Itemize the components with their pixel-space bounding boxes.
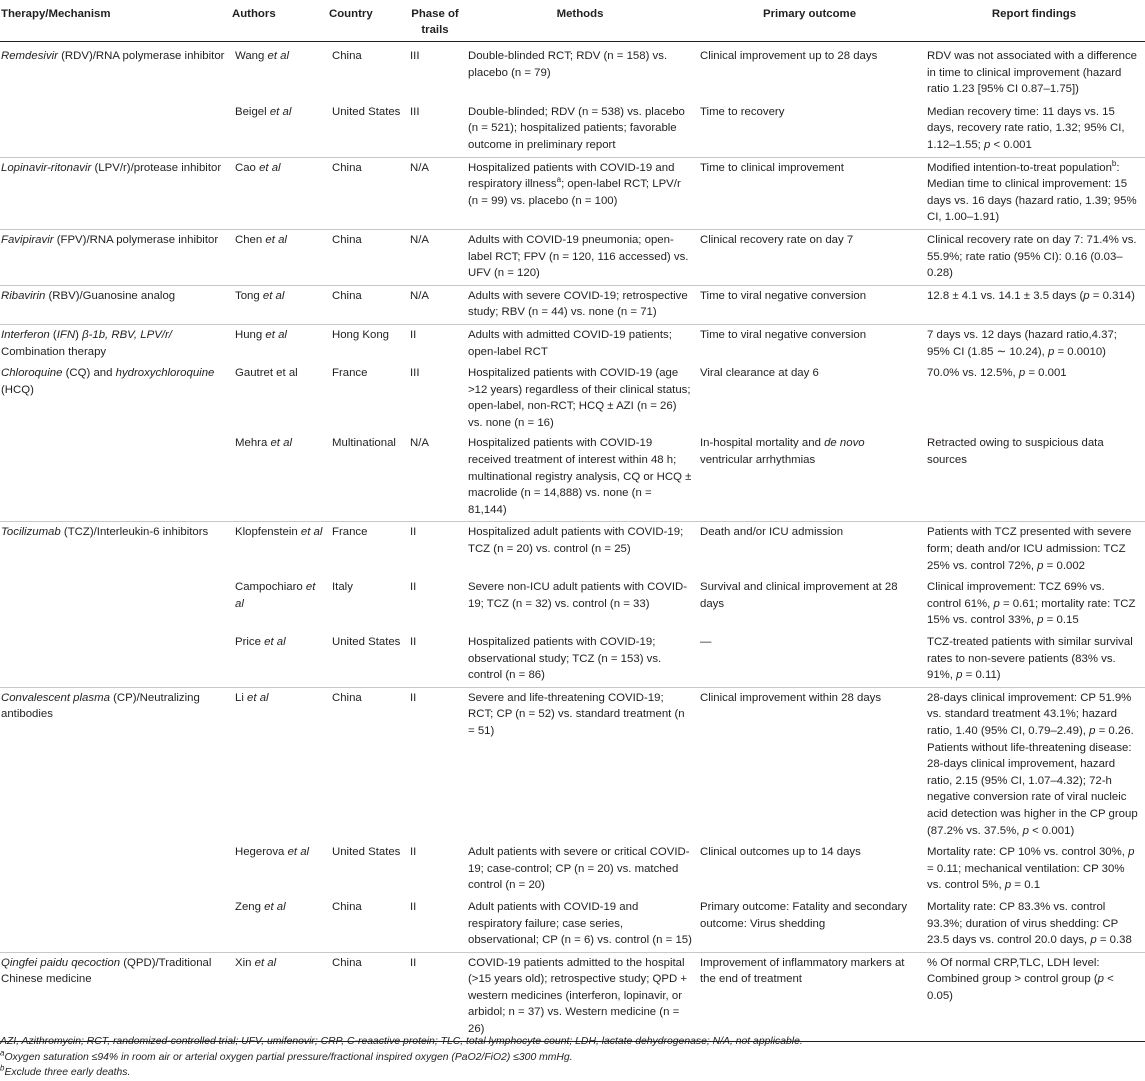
cell-methods: Adult patients with COVID-19 and respiratory failure; case series, observational; CP (n = 6) vs. control (n = 15) [464, 897, 696, 952]
cell-therapy: Lopinavir-ritonavir (LPV/r)/protease inhibitor [0, 157, 231, 229]
cell-authors: Price et al [231, 632, 328, 687]
cell-authors: Gautret et al [235, 367, 298, 380]
cell-primary-outcome: Survival and clinical improvement at 28 days [700, 581, 898, 610]
cell-methods: Hospitalized adult patients with COVID-19; TCZ (n = 20) vs. control (n = 25) [468, 526, 684, 556]
cell-methods: Hospitalized patients with COVID-19 (age >12 years) regardless of their clinical status; open-label, non-RCT; HCQ ± AZI (n = 26) vs. none (n = 16) [468, 367, 691, 429]
cell-therapy: Convalescent plasma (CP)/Neutralizing antibodies [1, 691, 200, 721]
cell-report-findings: % Of normal CRP,TLC, LDH level: Combined group > control group (p < 0.05) [923, 952, 1145, 1041]
cell-phase: II [410, 846, 417, 859]
cell-report-findings: Mortality rate: CP 83.3% vs. control 93.3%; duration of virus shedding: CP 23.5 days vs. control 20.0 days, p = 0.38 [923, 897, 1145, 952]
cell-therapy [0, 897, 231, 952]
cell-country: Hong Kong [332, 328, 389, 341]
table-row [0, 433, 1145, 521]
footnote: $^a$Oxygen saturation ≤94% in room air or arterial oxygen partial pressure/fractional inspired oxygen (PaO2/FiO2) ≤300 mmHg. [0, 1048, 573, 1063]
cell-report-findings: 7 days vs. 12 days (hazard ratio,4.37; 95% CI (1.85 ∼ 10.24), p = 0.0010) [927, 328, 1117, 358]
cell-country: United States [332, 846, 401, 859]
cell-primary-outcome: Clinical recovery rate on day 7 [696, 229, 923, 285]
cell-primary-outcome: Time to recovery [696, 102, 923, 157]
cell-primary-outcome: Viral clearance at day 6 [700, 367, 819, 380]
cell-authors: Mehra et al [231, 433, 328, 521]
cell-methods: Hospitalized patients with COVID-19 and respiratory illness$^a$; open-label RCT; LPV/r (n = 99) vs. placebo (n = 100) [464, 157, 696, 229]
cell-therapy [0, 632, 231, 687]
cell-authors: Chen et al [231, 229, 328, 285]
cell-therapy: Ribavirin (RBV)/Guanosine analog [0, 285, 231, 324]
header-country: Country [329, 8, 373, 20]
table-row [0, 42, 1145, 102]
cell-therapy [0, 102, 231, 157]
table-row [0, 157, 1145, 229]
cell-report-findings: RDV was not associated with a difference in time to clinical improvement (hazard ratio 1.23 [95% CI 0.87–1.75]) [927, 50, 1137, 96]
cell-authors: Hung et al [235, 328, 287, 341]
header-report-findings: Report findings [991, 8, 1077, 20]
cell-primary-outcome: Time to viral negative conversion [696, 285, 923, 324]
cell-country: China [328, 157, 406, 229]
table-row [0, 229, 1145, 285]
cell-report-findings: TCZ-treated patients with similar survival rates to non-severe patients (83% vs. 91%, p = 0.11) [923, 632, 1145, 687]
cell-therapy: Remdesivir (RDV)/RNA polymerase inhibitor [1, 50, 225, 62]
cell-therapy: Qingfei paidu qecoction (QPD)/Traditional Chinese medicine [0, 952, 231, 1041]
cell-primary-outcome: Improvement of inflammatory markers at the end of treatment [696, 952, 923, 1041]
table-row [0, 522, 1145, 577]
header-authors: Authors [232, 8, 276, 20]
cell-phase: III [410, 50, 420, 62]
table-body [0, 42, 1145, 1042]
table-row [0, 577, 1145, 632]
cell-phase: II [406, 952, 464, 1041]
cell-authors: Wang et al [235, 50, 290, 62]
table-row [0, 952, 1145, 1041]
cell-methods: Hospitalized patients with COVID-19; observational study; TCZ (n = 153) vs. control (n = 86) [464, 632, 696, 687]
cell-country: Italy [332, 581, 353, 594]
cell-therapy [0, 577, 231, 632]
cell-primary-outcome: Clinical outcomes up to 14 days [700, 846, 861, 859]
cell-methods: Hospitalized patients with COVID-19 received treatment of interest within 48 h; multinational registry analysis, CQ or HCQ ± macrolide (n = 14,888) vs. none (n = 81,144) [464, 433, 696, 521]
cell-primary-outcome: Time to viral negative conversion [700, 328, 867, 341]
table-row [0, 324, 1145, 363]
cell-primary-outcome: Primary outcome: Fatality and secondary outcome: Virus shedding [696, 897, 923, 952]
cell-authors: Tong et al [231, 285, 328, 324]
cell-phase: II [410, 691, 417, 704]
header-methods: Methods [556, 8, 604, 20]
table-header [0, 0, 1145, 42]
cell-methods: Severe and life-threatening COVID-19; RCT; CP (n = 52) vs. standard treatment (n = 51) [468, 691, 685, 737]
header-therapy: Therapy/Mechanism [1, 8, 111, 20]
cell-methods: Double-blinded; RDV (n = 538) vs. placebo (n = 521); hospitalized patients; favorable outcome in preliminary report [464, 102, 696, 157]
cell-country: China [328, 952, 406, 1041]
table-footnotes [0, 1034, 1145, 1081]
cell-authors: Xin et al [231, 952, 328, 1041]
table-row [0, 363, 1145, 433]
cell-report-findings: Retracted owing to suspicious data sources [923, 433, 1145, 521]
cell-report-findings: 70.0% vs. 12.5%, p = 0.001 [927, 367, 1067, 380]
cell-phase: II [410, 526, 417, 539]
cell-primary-outcome: Death and/or ICU admission [700, 526, 844, 539]
cell-report-findings: 12.8 ± 4.1 vs. 14.1 ± 3.5 days (p = 0.314) [923, 285, 1145, 324]
cell-report-findings: Mortality rate: CP 10% vs. control 30%, p = 0.11; mechanical ventilation: CP 30% vs. control 5%, p = 0.1 [927, 846, 1135, 892]
cell-country: United States [328, 632, 406, 687]
cell-therapy: Interferon (IFN) β-1b, RBV, LPV/r/ Combination therapy [1, 328, 172, 358]
cell-country: United States [328, 102, 406, 157]
cell-country: China [332, 691, 362, 704]
cell-methods: Adults with COVID-19 pneumonia; open-label RCT; FPV (n = 120, 116 accessed) vs. UFV (n = 120) [464, 229, 696, 285]
cell-country: France [332, 526, 368, 539]
table-row [0, 102, 1145, 157]
cell-report-findings: Clinical recovery rate on day 7: 71.4% vs. 55.9%; rate ratio (95% CI): 0.16 (0.03–0.28) [923, 229, 1145, 285]
cell-report-findings: 28-days clinical improvement: CP 51.9% vs. standard treatment 43.1%; hazard ratio, 1.40 (95% CI, 0.79–2.49), p = 0.26. Patients without life-threatening disease: 28-days clinical improvement, hazard ratio, 2.15 (95% CI, 1.07–4.32); 72-h negative conversion rate of viral nucleic acid detection was higher in the CP group (87.2% vs. 37.5%, p < 0.001) [927, 691, 1138, 837]
cell-authors: Li et al [235, 691, 269, 704]
cell-authors: Campochiaro et al [235, 581, 316, 610]
cell-phase: II [406, 897, 464, 952]
cell-country: Multinational [328, 433, 406, 521]
cell-therapy: Chloroquine (CQ) and hydroxychloroquine (HCQ) [1, 367, 215, 396]
table-row [0, 897, 1145, 952]
cell-country: China [328, 897, 406, 952]
cell-primary-outcome: In-hospital mortality and de novo ventricular arrhythmias [696, 433, 923, 521]
cell-phase: N/A [406, 157, 464, 229]
cell-country: China [328, 229, 406, 285]
cell-report-findings: Patients with TCZ presented with severe form; death and/or ICU admission: TCZ 25% vs. control 72%, p = 0.002 [927, 526, 1132, 572]
cell-report-findings: Modified intention-to-treat population$^b$: Median time to clinical improvement: 15 days vs. 16 days (hazard ratio, 1.39; 95% CI, 1.00–1.91) [923, 157, 1145, 229]
cell-primary-outcome: — [696, 632, 923, 687]
cell-report-findings: Median recovery time: 11 days vs. 15 days, recovery rate ratio, 1.32; 95% CI, 1.12–1.55; p < 0.001 [923, 102, 1145, 157]
cell-primary-outcome: Clinical improvement up to 28 days [700, 50, 878, 62]
cell-primary-outcome: Clinical improvement within 28 days [700, 691, 882, 704]
cell-methods: Adult patients with severe or critical COVID-19; case-control; CP (n = 20) vs. matched control (n = 20) [468, 846, 690, 892]
table-row [0, 687, 1145, 842]
cell-phase: III [410, 367, 420, 380]
cell-therapy: Favipiravir (FPV)/RNA polymerase inhibitor [0, 229, 231, 285]
cell-authors: Klopfenstein et al [235, 526, 323, 539]
cell-phase: III [406, 102, 464, 157]
cell-primary-outcome: Time to clinical improvement [696, 157, 923, 229]
footnote: AZI, Azithromycin; RCT, randomized-controlled trial; UFV, umifenovir; CRP, C-reaactive protein; TLC, total lymphocyte count; LDH, lactate dehydrogenase; N/A, not applicable. [0, 1036, 803, 1047]
table-row [0, 842, 1145, 897]
cell-therapy [0, 842, 231, 897]
cell-methods: COVID-19 patients admitted to the hospital (>15 years old); retrospective study; QPD + western medicines (interferon, lopinavir, or arbidol; n = 37) vs. Western medicine (n = 26) [464, 952, 696, 1041]
cell-methods: Adults with admitted COVID-19 patients; open-label RCT [468, 328, 672, 358]
cell-methods: Severe non-ICU adult patients with COVID-19; TCZ (n = 32) vs. control (n = 33) [468, 581, 688, 610]
table-row [0, 285, 1145, 324]
cell-phase: II [410, 581, 417, 594]
cell-authors: Cao et al [231, 157, 328, 229]
header-primary-outcome: Primary outcome [762, 8, 857, 20]
cell-country: France [332, 367, 368, 380]
cell-country: China [328, 285, 406, 324]
table-row [0, 632, 1145, 687]
cell-methods: Double-blinded RCT; RDV (n = 158) vs. placebo (n = 79) [468, 50, 668, 79]
cell-phase: N/A [406, 229, 464, 285]
cell-phase: II [406, 632, 464, 687]
cell-country: China [332, 50, 362, 62]
cell-report-findings: Clinical improvement: TCZ 69% vs. control 61%, p = 0.61; mortality rate: TCZ 15% vs. control 33%, p = 0.15 [927, 581, 1136, 627]
cell-therapy: Tocilizumab (TCZ)/Interleukin-6 inhibitors [1, 526, 209, 539]
cell-therapy [0, 433, 231, 521]
cell-authors: Zeng et al [231, 897, 328, 952]
cell-phase: N/A [406, 285, 464, 324]
cell-phase: N/A [406, 433, 464, 521]
footnote: $^b$Exclude three early deaths. [0, 1063, 131, 1078]
cell-authors: Hegerova et al [235, 846, 310, 859]
cell-phase: II [410, 328, 417, 341]
cell-methods: Adults with severe COVID-19; retrospective study; RBV (n = 44) vs. none (n = 71) [464, 285, 696, 324]
cell-authors: Beigel et al [231, 102, 328, 157]
header-phase: Phase of trails [411, 8, 459, 36]
